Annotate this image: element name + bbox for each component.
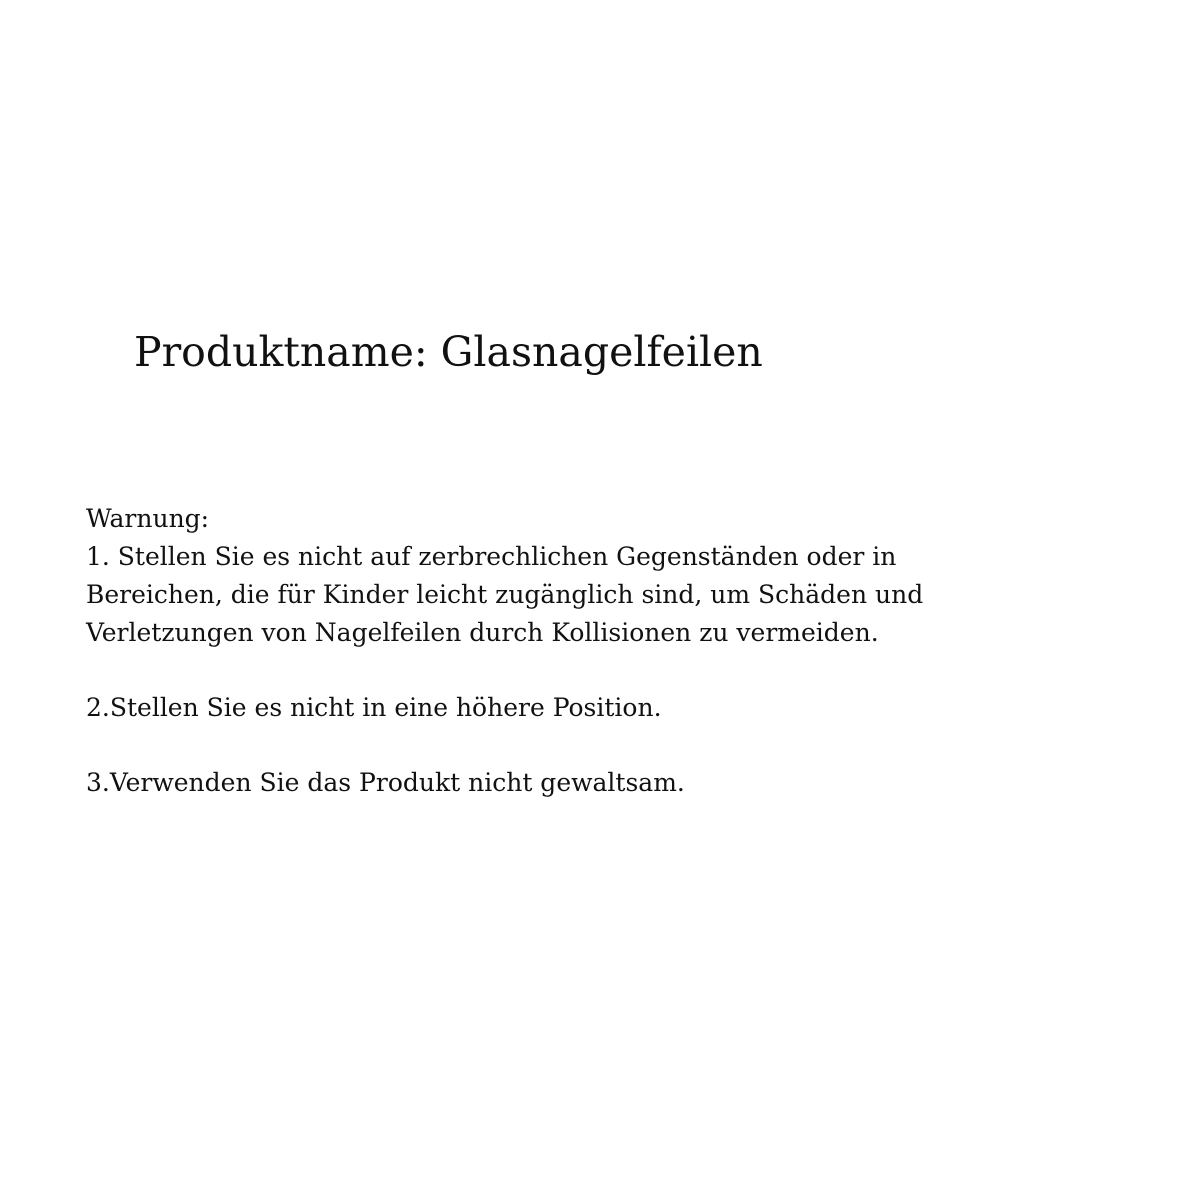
warning-item-1-line-1: 1. Stellen Sie es nicht auf zerbrechlichen Gegenständen oder in	[86, 542, 897, 571]
warning-item-3: 3.Verwenden Sie das Produkt nicht gewaltsam.	[86, 768, 685, 797]
warning-item-2: 2.Stellen Sie es nicht in eine höhere Position.	[86, 693, 662, 722]
warning-section	[86, 500, 1176, 802]
warning-item-1-line-3: Verletzungen von Nagelfeilen durch Kollisionen zu vermeiden.	[86, 618, 879, 647]
warning-item-1-line-2: Bereichen, die für Kinder leicht zugänglich sind, um Schäden und	[86, 580, 924, 609]
warning-item-1	[86, 538, 1176, 652]
warning-heading: Warnung:	[86, 504, 210, 533]
product-title: Produktname: Glasnagelfeilen	[134, 328, 763, 376]
